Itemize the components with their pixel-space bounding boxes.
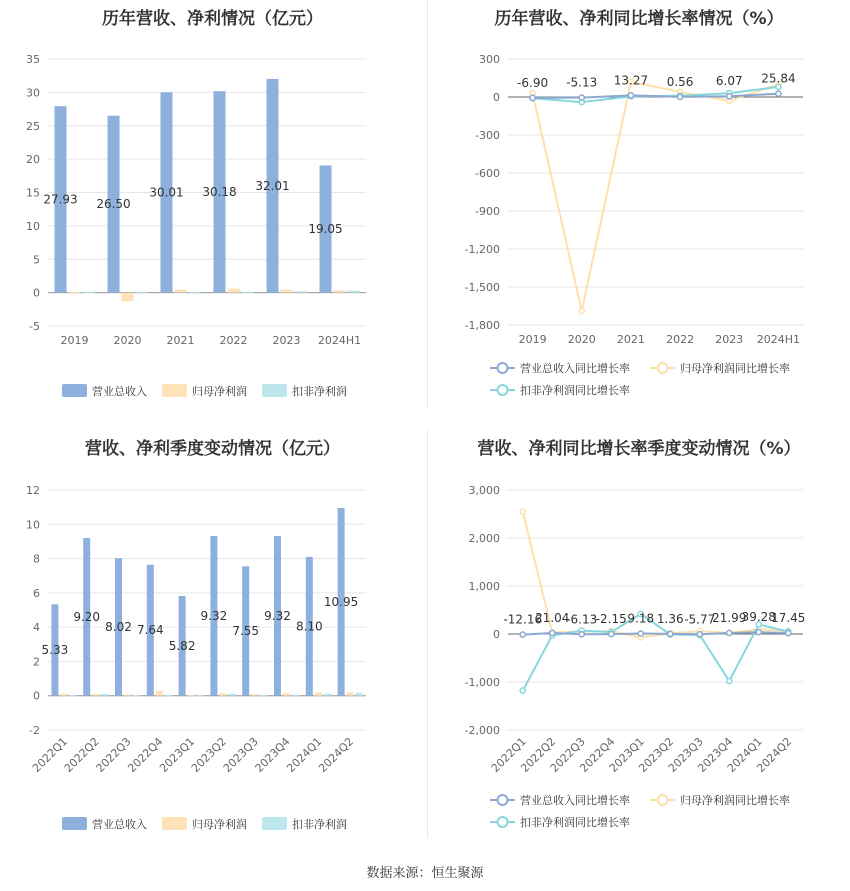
chart-title: 历年营收、净利同比增长率情况（%） — [494, 9, 784, 29]
x-tick-label: 2023Q3 — [665, 734, 706, 775]
x-tick-label: 2021 — [166, 334, 195, 347]
chart-title: 营收、净利季度变动情况（亿元） — [85, 439, 340, 459]
x-tick-label: 2022 — [219, 334, 248, 347]
legend-swatch — [262, 817, 287, 830]
net-profit-bar — [124, 694, 131, 695]
chart-title: 历年营收、净利情况（亿元） — [102, 9, 323, 29]
x-tick-label: 2023Q4 — [695, 734, 736, 775]
deducted-profit-growth-point — [727, 678, 732, 683]
deducted-profit-bar — [242, 292, 254, 293]
legend-label: 营业总收入 — [92, 818, 147, 831]
deducted-profit-bar — [83, 292, 95, 293]
y-tick-label: -900 — [475, 205, 500, 218]
deducted-profit-bar — [133, 695, 140, 696]
deducted-profit-bar — [295, 291, 307, 292]
net-profit-bar — [69, 292, 81, 293]
revenue-data-label: 8.10 — [295, 619, 323, 634]
x-tick-label: 2024H1 — [317, 334, 362, 347]
net-profit-bar — [60, 694, 67, 696]
quarterly-growth-panel — [428, 428, 850, 848]
legend-label: 归母净利润同比增长率 — [680, 794, 790, 807]
x-tick-label: 2023 — [272, 334, 301, 347]
revenue-growth-data-label: -12.16 — [503, 612, 543, 627]
revenue-data-label: 9.32 — [264, 608, 291, 623]
revenue-growth-data-label: 39.28 — [741, 610, 776, 625]
legend-label: 营业总收入同比增长率 — [520, 794, 630, 807]
deducted-profit-bar — [356, 693, 363, 696]
revenue-growth-data-label: -6.13 — [566, 612, 598, 627]
deducted-profit-bar — [324, 694, 331, 696]
net-profit-bar — [315, 692, 322, 695]
y-tick-label: 4 — [33, 621, 40, 635]
revenue-growth-data-label: 13.27 — [613, 73, 649, 88]
deducted-profit-bar — [189, 292, 201, 293]
quarterly-bar-chart — [0, 428, 425, 848]
x-tick-label: 2023Q1 — [606, 734, 647, 775]
net-profit-bar — [175, 290, 187, 293]
net-profit-bar — [281, 290, 293, 293]
net-profit-bar — [334, 290, 346, 292]
x-tick-label: 2023Q2 — [636, 734, 677, 775]
revenue-growth-point — [579, 95, 584, 100]
revenue-growth-data-label: 1.36 — [656, 611, 684, 626]
legend-swatch — [162, 817, 187, 830]
x-tick-label: 2022Q2 — [61, 734, 102, 775]
legend-swatch-marker — [498, 363, 508, 373]
x-tick-label: 2023Q2 — [188, 734, 230, 775]
legend-label: 归母净利润 — [192, 385, 247, 398]
deducted-profit-bar — [197, 695, 204, 696]
legend-swatch-marker — [498, 817, 508, 827]
legend-label: 营业总收入同比增长率 — [520, 362, 630, 375]
revenue-growth-point — [638, 631, 643, 636]
deducted-profit-bar — [136, 292, 148, 293]
revenue-data-label: 10.95 — [323, 594, 359, 609]
net-profit-bar — [219, 693, 226, 696]
x-tick-label: 2020 — [113, 334, 142, 347]
revenue-growth-data-label: -5.13 — [566, 75, 598, 90]
net-profit-bar — [92, 694, 99, 696]
net-profit-bar — [156, 691, 163, 696]
y-tick-label: 3,000 — [468, 484, 500, 497]
y-tick-label: 0 — [493, 91, 500, 104]
x-tick-label: 2022Q1 — [29, 734, 71, 775]
y-tick-label: -600 — [475, 167, 500, 180]
x-tick-label: 2022Q2 — [518, 734, 559, 775]
y-tick-label: 5 — [33, 253, 40, 267]
legend-swatch — [62, 384, 87, 397]
deducted-profit-bar — [165, 695, 172, 696]
revenue-growth-point — [520, 632, 525, 637]
revenue-data-label: 9.20 — [73, 609, 101, 624]
legend-label: 扣非净利润 — [292, 385, 347, 398]
revenue-data-label: 5.33 — [41, 643, 69, 658]
net-profit-bar — [251, 694, 258, 696]
x-tick-label: 2024Q2 — [754, 734, 795, 775]
revenue-data-label: 9.32 — [200, 608, 228, 623]
legend-label: 扣非净利润 — [292, 818, 347, 831]
legend-swatch — [262, 384, 287, 397]
x-tick-label: 2024Q1 — [284, 734, 325, 775]
revenue-growth-point — [550, 630, 555, 635]
revenue-growth-point — [727, 94, 732, 99]
revenue-growth-data-label: 6.07 — [715, 74, 743, 89]
y-tick-label: -300 — [475, 129, 500, 142]
revenue-data-label: 19.05 — [308, 222, 343, 237]
y-tick-label: -5 — [29, 320, 40, 333]
revenue-growth-data-label: 21.04 — [535, 610, 570, 625]
x-tick-label: 2023 — [715, 333, 744, 346]
y-tick-label: 30 — [26, 86, 40, 100]
x-tick-label: 2022 — [666, 333, 695, 346]
x-tick-label: 2022Q1 — [488, 734, 529, 775]
legend-swatch-marker — [658, 795, 668, 805]
y-tick-label: 12 — [26, 484, 40, 497]
y-tick-label: -2 — [29, 724, 40, 737]
revenue-growth-point — [668, 631, 673, 636]
y-tick-label: 2 — [33, 655, 40, 669]
y-tick-label: 0 — [493, 628, 500, 641]
annual-revenue-profit-panel — [0, 0, 425, 410]
annual-bar-chart — [0, 0, 425, 410]
y-tick-label: 8 — [33, 552, 40, 566]
y-tick-label: -1,200 — [464, 243, 500, 256]
revenue-growth-point — [756, 630, 761, 635]
revenue-growth-point — [579, 632, 584, 637]
x-tick-label: 2021 — [616, 333, 645, 346]
y-tick-label: 0 — [33, 286, 40, 300]
revenue-growth-data-label: 9.18 — [627, 611, 655, 626]
x-tick-label: 2024H1 — [756, 333, 801, 346]
revenue-growth-data-label: -2.15 — [595, 612, 627, 627]
revenue-data-label: 32.01 — [255, 178, 290, 193]
y-tick-label: 300 — [479, 53, 500, 66]
revenue-growth-data-label: 0.56 — [666, 74, 694, 89]
y-tick-label: 6 — [33, 586, 40, 600]
x-tick-label: 2024Q2 — [316, 734, 357, 775]
revenue-growth-point — [628, 93, 633, 98]
x-tick-label: 2020 — [567, 333, 596, 346]
y-tick-label: 10 — [26, 219, 40, 233]
y-tick-label: 2,000 — [468, 532, 500, 545]
revenue-growth-data-label: -6.90 — [517, 75, 549, 90]
x-tick-label: 2022Q3 — [93, 734, 134, 775]
revenue-growth-point — [786, 631, 791, 636]
revenue-growth-point — [727, 630, 732, 635]
net-profit-bar — [188, 695, 195, 696]
revenue-growth-point — [530, 95, 535, 100]
legend-swatch — [162, 384, 187, 397]
revenue-data-label: 7.55 — [232, 624, 260, 638]
y-tick-label: 0 — [33, 689, 40, 703]
deducted-profit-bar — [348, 291, 360, 293]
x-tick-label: 2022Q4 — [577, 734, 618, 775]
deducted-profit-bar — [228, 694, 235, 696]
deducted-profit-bar — [292, 695, 299, 696]
y-tick-label: 10 — [26, 518, 40, 532]
net-profit-growth-point — [579, 308, 584, 313]
x-tick-label: 2022Q4 — [125, 734, 166, 775]
y-tick-label: 1,000 — [468, 580, 500, 593]
x-tick-label: 2024Q1 — [724, 734, 765, 775]
x-tick-label: 2019 — [60, 334, 89, 347]
revenue-growth-data-label: -5.77 — [684, 612, 716, 627]
quarterly-growth-line-chart — [428, 428, 850, 848]
x-tick-label: 2023Q1 — [157, 734, 198, 775]
revenue-growth-data-label: 25.84 — [761, 71, 796, 86]
net-profit-growth-point — [520, 509, 525, 514]
net-profit-bar — [228, 289, 240, 293]
y-tick-label: -2,000 — [464, 724, 500, 737]
legend-swatch-marker — [658, 363, 668, 373]
x-tick-label: 2023Q4 — [252, 734, 293, 775]
data-source-note: 数据来源：恒生聚源 — [366, 866, 484, 881]
revenue-data-label: 8.02 — [105, 619, 132, 634]
legend-swatch-marker — [498, 385, 508, 395]
deducted-profit-bar — [69, 695, 76, 696]
y-tick-label: -1,500 — [464, 281, 500, 294]
y-tick-label: 15 — [26, 186, 40, 200]
revenue-data-label: 30.01 — [149, 185, 184, 200]
revenue-growth-point — [776, 91, 781, 96]
revenue-growth-point — [609, 632, 614, 637]
net-profit-bar — [122, 293, 134, 302]
y-tick-label: 25 — [26, 119, 40, 133]
revenue-growth-data-label: 21.99 — [712, 610, 747, 625]
legend-label: 扣非净利润同比增长率 — [520, 384, 630, 397]
net-profit-growth-line — [533, 82, 779, 311]
revenue-data-label: 30.18 — [202, 184, 237, 199]
y-tick-label: 20 — [26, 153, 40, 167]
revenue-data-label: 7.64 — [136, 623, 164, 638]
legend-label: 扣非净利润同比增长率 — [520, 816, 630, 829]
x-tick-label: 2019 — [518, 333, 547, 346]
y-tick-label: 35 — [26, 53, 40, 66]
net-profit-bar — [347, 692, 354, 695]
net-profit-bar — [283, 693, 290, 696]
legend-swatch — [62, 817, 87, 830]
deducted-profit-growth-point — [520, 688, 525, 693]
revenue-growth-point — [677, 94, 682, 99]
revenue-data-label: 5.82 — [168, 638, 196, 653]
y-tick-label: -1,800 — [464, 319, 500, 332]
revenue-growth-point — [697, 632, 702, 637]
x-tick-label: 2022Q3 — [547, 734, 588, 775]
x-tick-label: 2023Q3 — [220, 734, 261, 775]
quarterly-revenue-profit-panel — [0, 428, 425, 848]
annual-growth-line-chart — [428, 0, 850, 410]
deducted-profit-bar — [260, 695, 267, 696]
revenue-data-label: 26.50 — [96, 197, 131, 212]
annual-growth-panel — [428, 0, 850, 410]
deducted-profit-bar — [101, 694, 108, 696]
y-tick-label: -1,000 — [464, 676, 500, 689]
revenue-data-label: 27.93 — [43, 192, 78, 207]
revenue-growth-data-label: 17.45 — [771, 611, 806, 626]
legend-label: 归母净利润同比增长率 — [680, 362, 790, 375]
legend-label: 营业总收入 — [92, 385, 147, 398]
legend-swatch-marker — [498, 795, 508, 805]
chart-title: 营收、净利同比增长率季度变动情况（%） — [477, 439, 801, 459]
legend-label: 归母净利润 — [192, 818, 247, 831]
